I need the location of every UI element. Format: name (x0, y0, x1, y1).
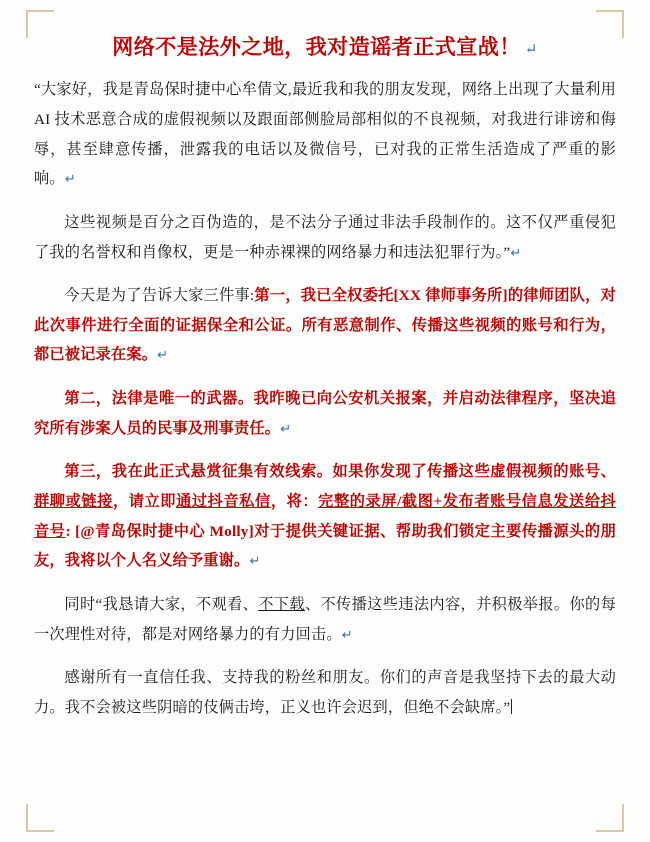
paragraph-mark-3: ↵ (157, 347, 169, 363)
paragraph-1-run-1: “大家好，我是青岛保时捷中心牟倩文,最近我和我的朋友发现，网络上出现了大量利用 AI 技术恶意合成的虚假视频以及跟面部侧脸局部相似的不良视频，对我进行诽谤和侮辱，甚至肆意传播，泄露我的电话以及微信号，已对我的正常生活造成了严重的影响。 (34, 81, 616, 188)
paragraph-1 (34, 75, 616, 194)
paragraph-5-run-6: 完整的录屏/截图+发布者账号信息发送给抖音号 (34, 492, 616, 540)
paragraph-5-run-1: 第三，我在此正式悬赏征集有效线索。如果你发现了传播这些虚假视频的账号、 (64, 463, 616, 481)
paragraph-3 (34, 281, 616, 370)
paragraph-6-run-1: 同时“我恳请大家，不观看、 (64, 595, 259, 613)
paragraph-3-run-2: 第一，我已全权委托[XX 律师事务所]的律师团队，对此次事件进行全面的证据保全和公证。所有恶意制作、传播这些视频的账号和行为，都已被记录在案。 (34, 287, 616, 364)
text-cursor (511, 699, 512, 714)
paragraph-7 (34, 663, 616, 722)
paragraph-5-run-3: ，请立即 (112, 492, 177, 510)
paragraph-mark-5: ↵ (249, 553, 261, 569)
paragraph-6-run-3: 、不传播这些违法内容，并积极举报。你的每一次理性对待，都是对网络暴力的有力回击。 (34, 595, 616, 643)
paragraph-5-run-5: ，将： (270, 492, 319, 510)
paragraph-2 (34, 208, 616, 267)
paragraph-mark-4: ↵ (280, 420, 292, 436)
paragraph-5-run-4: 通过抖音私信 (176, 492, 271, 510)
paragraph-mark-title: ↵ (524, 42, 538, 58)
document-title-text: 网络不是法外之地，我对造谣者正式宣战！ (112, 35, 521, 59)
paragraph-mark-6: ↵ (341, 626, 353, 642)
paragraph-4 (34, 384, 616, 443)
paragraph-5-run-2: 群聊或链接 (34, 492, 113, 510)
paragraph-5-run-7: : [@青岛保时捷中心 Molly]对于提供关键证据、帮助我们锁定主要传播源头的朋友，我将以个人名义给予重谢。 (34, 522, 616, 570)
paragraph-6 (34, 590, 616, 649)
paragraph-7-run-1: 感谢所有一直信任我、支持我的粉丝和朋友。你们的声音是我坚持下去的最大动力。我不会被这些阴暗的伎俩击垮，正义也许会迟到，但绝不会缺席。” (34, 669, 616, 716)
paragraph-3-run-1: 今天是为了告诉大家三件事: (64, 287, 255, 305)
document-body (34, 28, 616, 812)
paragraph-mark-1: ↵ (64, 171, 76, 187)
paragraph-6-run-2: 不下载 (258, 595, 305, 613)
paragraph-4-run-1: 第二，法律是唯一的武器。我昨晚已向公安机关报案，并启动法律程序，坚决追究所有涉案人员的民事及刑事责任。 (34, 390, 616, 437)
paragraph-5 (34, 457, 616, 576)
paragraph-mark-2: ↵ (510, 244, 522, 260)
document-title (34, 34, 616, 61)
paragraph-2-run-1: 这些视频是百分之百伪造的，是不法分子通过非法手段制作的。这不仅严重侵犯了我的名誉权和肖像权，更是一种赤裸裸的网络暴力和违法犯罪行为。” (34, 213, 616, 261)
